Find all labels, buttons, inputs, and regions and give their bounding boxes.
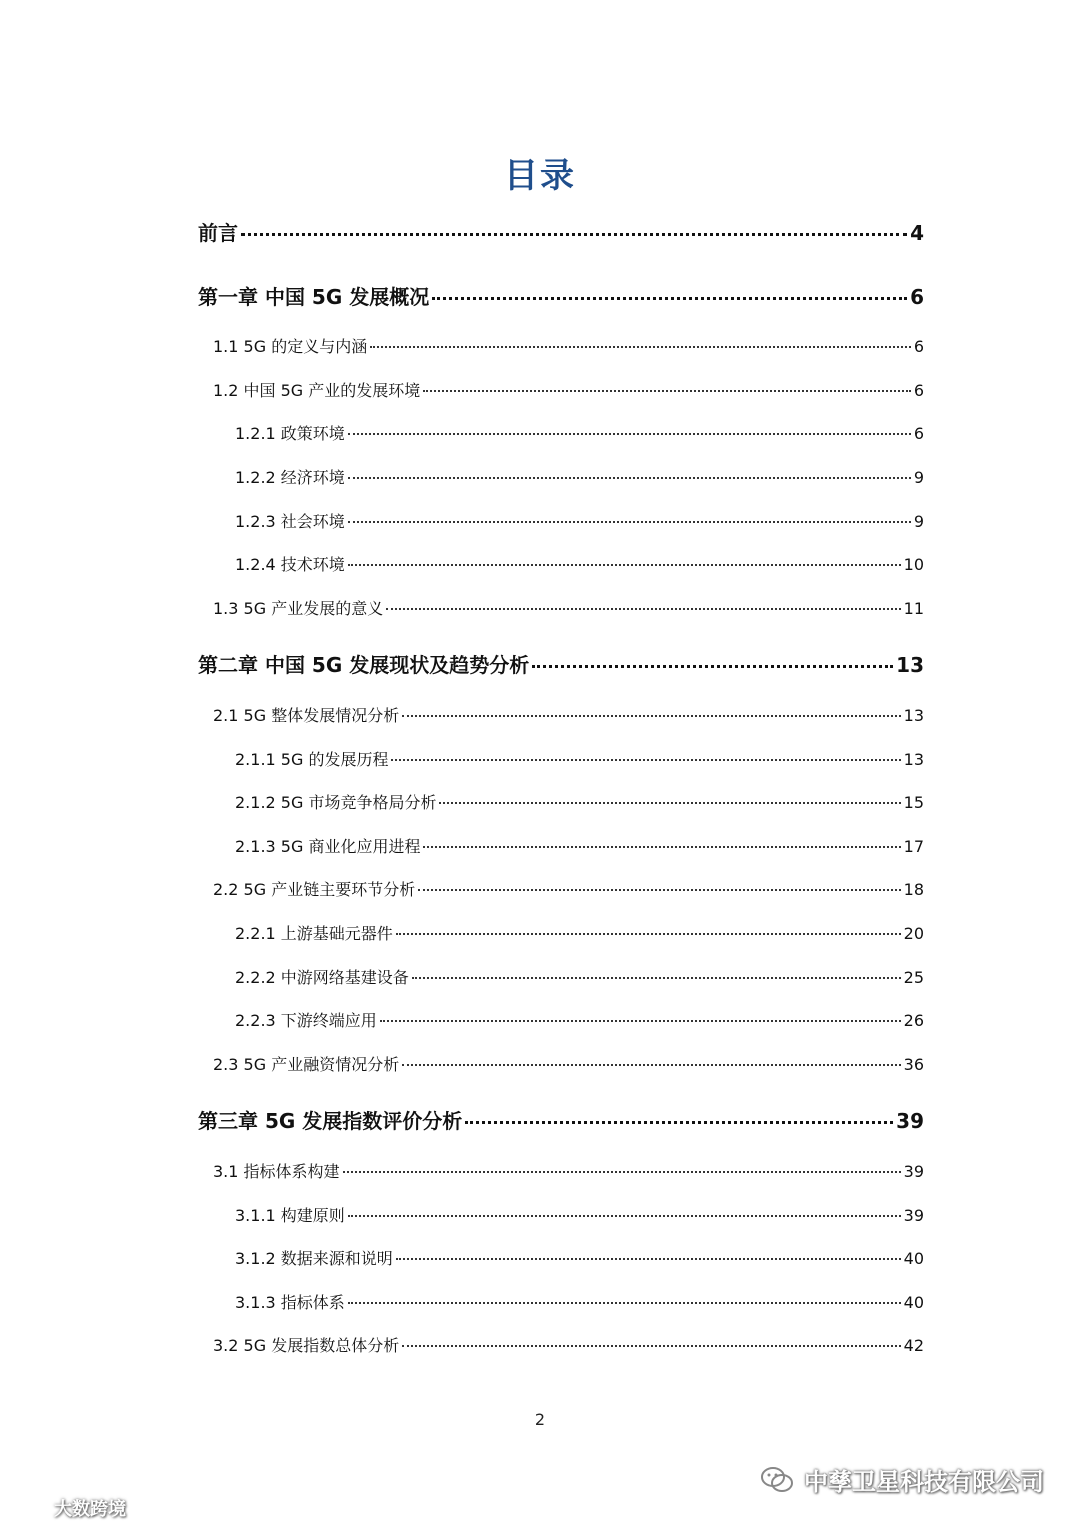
toc-leader	[380, 1020, 901, 1022]
toc-page-number: 13	[896, 653, 924, 677]
toc-section[interactable]	[213, 1333, 924, 1356]
toc-page-number: 15	[903, 793, 924, 812]
toc-section[interactable]	[213, 378, 924, 401]
toc-label: 1.2.4 技术环境	[235, 555, 345, 574]
toc-leader	[402, 715, 900, 717]
toc-label: 2.2.1 上游基础元器件	[235, 924, 393, 943]
toc-label: 2.1.2 5G 市场竞争格局分析	[235, 793, 437, 812]
toc-section[interactable]	[213, 1159, 924, 1182]
toc-label: 第三章 5G 发展指数评价分析	[198, 1109, 463, 1133]
toc-page-number: 6	[913, 424, 924, 443]
toc-label: 2.1.1 5G 的发展历程	[235, 750, 389, 769]
toc-leader	[348, 1302, 901, 1304]
toc-label: 3.1 指标体系构建	[213, 1162, 340, 1181]
toc-subsection[interactable]	[235, 1290, 924, 1313]
logo-icon	[6, 1496, 50, 1520]
toc-subsection[interactable]	[235, 1203, 924, 1226]
toc-leader	[423, 390, 911, 392]
toc-page-number: 26	[903, 1011, 924, 1030]
toc-leader	[532, 665, 893, 668]
toc-leader	[348, 477, 911, 479]
toc-leader	[432, 297, 907, 300]
toc-page-number: 40	[903, 1249, 924, 1268]
toc-label: 2.1.3 5G 商业化应用进程	[235, 837, 421, 856]
toc-section[interactable]	[213, 877, 924, 900]
toc-label: 第二章 中国 5G 发展现状及趋势分析	[198, 653, 530, 677]
toc-leader	[348, 1215, 901, 1217]
toc-page-number: 40	[903, 1293, 924, 1312]
toc-leader	[402, 1064, 900, 1066]
toc-leader	[391, 759, 900, 761]
toc-leader	[370, 346, 911, 348]
toc-leader	[423, 846, 900, 848]
toc-label: 1.2.1 政策环境	[235, 424, 345, 443]
toc-label: 2.2.2 中游网络基建设备	[235, 968, 409, 987]
toc-page-number: 20	[903, 924, 924, 943]
toc-label: 2.2.3 下游终端应用	[235, 1011, 377, 1030]
toc-section[interactable]	[213, 1052, 924, 1075]
toc-page-number: 6	[913, 381, 924, 400]
toc-label: 1.2 中国 5G 产业的发展环境	[213, 381, 421, 400]
toc-subsection[interactable]	[235, 790, 924, 813]
toc-leader	[402, 1345, 900, 1347]
toc-leader	[412, 977, 901, 979]
toc-page-number: 17	[903, 837, 924, 856]
toc-page-number: 11	[903, 599, 924, 618]
toc-leader	[439, 802, 900, 804]
toc-leader	[418, 889, 900, 891]
toc-label: 2.3 5G 产业融资情况分析	[213, 1055, 400, 1074]
toc-leader	[348, 521, 911, 523]
page-title: 目录	[504, 156, 576, 196]
toc-label: 1.1 5G 的定义与内涵	[213, 337, 368, 356]
toc-page-number: 6	[913, 337, 924, 356]
toc-chapter[interactable]	[198, 281, 924, 310]
toc-leader	[386, 608, 900, 610]
toc-label: 3.1.3 指标体系	[235, 1293, 345, 1312]
toc-subsection[interactable]	[235, 465, 924, 488]
toc-subsection[interactable]	[235, 1008, 924, 1031]
toc-subsection[interactable]	[235, 421, 924, 444]
toc-leader	[348, 564, 901, 566]
watermark-company-name: 中孳卫星科技有限公司	[804, 1468, 1044, 1496]
toc-label: 1.2.3 社会环境	[235, 512, 345, 531]
toc-page-number: 10	[903, 555, 924, 574]
watermark-company	[760, 1462, 1044, 1497]
toc-subsection[interactable]	[235, 834, 924, 857]
toc-label: 3.2 5G 发展指数总体分析	[213, 1336, 400, 1355]
wechat-icon	[760, 1466, 794, 1494]
toc-page-number: 36	[903, 1055, 924, 1074]
toc-leader	[343, 1171, 901, 1173]
toc-page-number: 4	[910, 221, 924, 245]
toc-label: 前言	[198, 221, 238, 245]
toc-subsection[interactable]	[235, 747, 924, 770]
toc-label: 2.1 5G 整体发展情况分析	[213, 706, 400, 725]
toc-leader	[396, 933, 901, 935]
toc-label: 第一章 中国 5G 发展概况	[198, 285, 430, 309]
toc-page-number: 42	[903, 1336, 924, 1355]
toc-section[interactable]	[213, 703, 924, 726]
toc-page-number: 39	[903, 1162, 924, 1181]
toc-page-number: 13	[903, 750, 924, 769]
toc-chapter[interactable]	[198, 1105, 924, 1134]
toc-page-number: 39	[903, 1206, 924, 1225]
toc-label: 1.2.2 经济环境	[235, 468, 345, 487]
toc-leader	[348, 433, 911, 435]
toc-subsection[interactable]	[235, 1246, 924, 1269]
toc-leader	[465, 1121, 893, 1124]
toc-page-number: 18	[903, 880, 924, 899]
toc-subsection[interactable]	[235, 921, 924, 944]
watermark-site-name: 大数跨境	[54, 1499, 126, 1520]
toc-section[interactable]	[213, 334, 924, 357]
toc-subsection[interactable]	[235, 552, 924, 575]
toc-label: 3.1.2 数据来源和说明	[235, 1249, 393, 1268]
toc-page-number: 39	[896, 1109, 924, 1133]
toc-page-number: 9	[913, 512, 924, 531]
toc-chapter[interactable]	[198, 217, 924, 246]
toc-label: 1.3 5G 产业发展的意义	[213, 599, 384, 618]
toc-page-number: 9	[913, 468, 924, 487]
toc-leader	[396, 1258, 901, 1260]
page-number: 2	[534, 1410, 546, 1429]
toc-page-number: 25	[903, 968, 924, 987]
toc-subsection[interactable]	[235, 965, 924, 988]
toc-label: 2.2 5G 产业链主要环节分析	[213, 880, 416, 899]
toc-page-number: 6	[910, 285, 924, 309]
watermark-site	[6, 1495, 126, 1521]
toc-leader	[241, 233, 907, 236]
toc-chapter[interactable]	[198, 649, 924, 678]
toc-label: 3.1.1 构建原则	[235, 1206, 345, 1225]
toc-section[interactable]	[213, 596, 924, 619]
toc-page-number: 13	[903, 706, 924, 725]
toc-subsection[interactable]	[235, 509, 924, 532]
